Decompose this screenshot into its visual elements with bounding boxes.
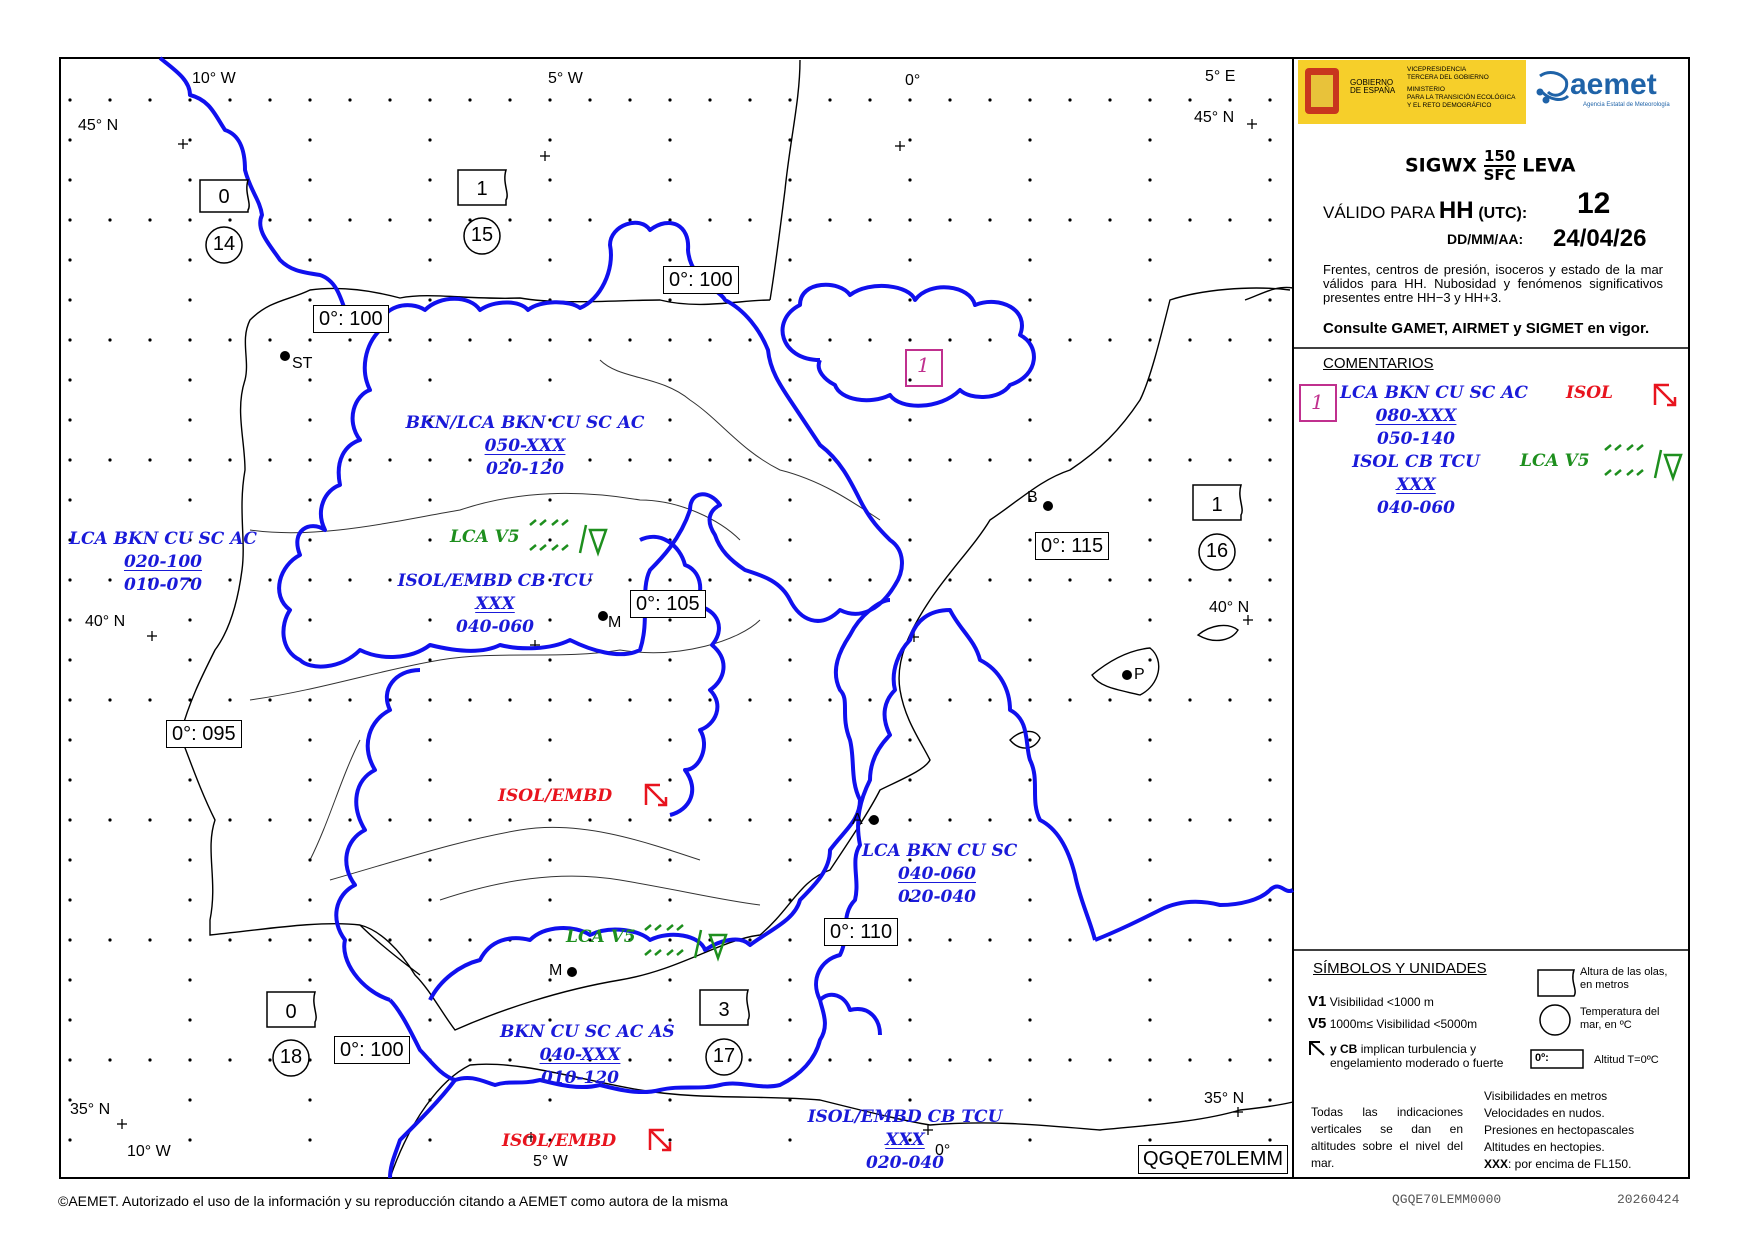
lat-35n-right: 35° N xyxy=(1204,1090,1245,1107)
red-isol-embd-center: ISOL/EMBD xyxy=(498,786,613,806)
graticule xyxy=(68,98,1271,1141)
cloud-label-north-cb: ISOL/EMBD CB TCU XXX 040-060 xyxy=(397,571,593,637)
lat-45n-left: 45° N xyxy=(78,117,119,134)
valid-line: VÁLIDO PARA HH (UTC): xyxy=(1323,197,1528,224)
visibility-symbols xyxy=(530,445,1681,958)
validity-note: Frentes, centros de presión, isoceros y estado de la mar válidos para HH. Nubosidad y fenómenos significativos presentes entre HH−3 y HH+3. xyxy=(1323,262,1663,305)
sea-temp: 15 xyxy=(470,224,494,246)
wave-height: 3 xyxy=(718,999,730,1021)
comment-isol: ISOL xyxy=(1566,383,1613,403)
date-label: DD/MM/AA: xyxy=(1447,231,1524,247)
lon-0: 0° xyxy=(905,72,921,89)
wave-height: 0 xyxy=(218,186,230,208)
sea-temp: 16 xyxy=(1205,540,1229,562)
city-st: ST xyxy=(292,355,313,372)
legend-temp: Temperatura del mar, en ºC xyxy=(1580,1006,1660,1031)
city-m: M xyxy=(608,614,622,631)
freezing-level-box: 0°: 100 xyxy=(663,266,739,294)
cloud-label-south: BKN CU SC AC AS 040-XXX 010-120 xyxy=(500,1022,675,1088)
date-code: 20260424 xyxy=(1617,1192,1680,1207)
sea-temp: 17 xyxy=(712,1045,736,1067)
legend-title: SÍMBOLOS Y UNIDADES xyxy=(1313,960,1487,977)
freezing-level-box: 0°: 100 xyxy=(313,305,389,333)
freezing-level-box: 0°: 115 xyxy=(1035,532,1109,560)
gov-text: GOBIERNO DE ESPAÑA xyxy=(1350,78,1396,95)
legend-units: Visibilidades en metros Velocidades en nudos. Presiones en hectopascales Altitudes en hectopies. XXX: por encima de FL150. xyxy=(1484,1089,1635,1171)
ministry-text: VICEPRESIDENCIA TERCERA DEL GOBIERNO MINISTERIO PARA LA TRANSICIÓN ECOLÓGICA Y EL RETO DEMOGRÁFICO xyxy=(1407,66,1516,109)
sea-temp: 18 xyxy=(279,1046,303,1068)
lat-40n-left: 40° N xyxy=(85,613,126,630)
legend-waves: Altura de las olas, en metros xyxy=(1580,966,1668,991)
city-a: A xyxy=(852,811,863,828)
turbulence-symbols xyxy=(646,385,1675,1150)
date-value: 24/04/26 xyxy=(1553,225,1647,252)
wave-height: 0 xyxy=(285,1001,297,1023)
consult-note: Consulte GAMET, AIRMET y SIGMET en vigor. xyxy=(1323,320,1650,337)
cloud-label-west: LCA BKN CU SC AC 020-100 010-070 xyxy=(69,529,257,595)
green-lca-v5-south: LCA V5 xyxy=(566,927,636,947)
valid-hour: 12 xyxy=(1577,187,1611,220)
comments-title: COMENTARIOS xyxy=(1323,355,1434,372)
cloud-label-north: BKN/LCA BKN CU SC AC 050-XXX 020-120 xyxy=(405,413,645,479)
wave-height: 1 xyxy=(1211,494,1223,516)
lat-40n-right: 40° N xyxy=(1209,599,1250,616)
cloud-label-east: LCA BKN CU SC 040-060 020-040 xyxy=(862,841,1018,907)
legend-v5: V5 1000m≤ Visibilidad <5000m xyxy=(1308,1015,1478,1032)
lon-5e: 5° E xyxy=(1205,68,1236,85)
legend-frz-text: Altitud T=0ºC xyxy=(1594,1054,1659,1066)
copyright: ©AEMET. Autorizado el uso de la información y su reproducción citando a AEMET como autora de la misma xyxy=(58,1193,728,1209)
comment-area-id: 1 xyxy=(1311,390,1324,414)
aemet-symbol xyxy=(1538,73,1568,102)
city-p: P xyxy=(1134,666,1145,683)
freezing-level-box: 0°: 105 xyxy=(630,590,706,618)
cloud-label-southeast: ISOL/EMBD CB TCU XXX 020-040 xyxy=(807,1107,1003,1173)
lon-10w-bottom: 10° W xyxy=(127,1143,171,1160)
legend-heights-note: Todas las indicaciones verticales se dan en altitudes sobre el nivel del mar. xyxy=(1311,1105,1463,1170)
freezing-level-box: 0°: 095 xyxy=(166,720,242,748)
legend-cb: y CB implican turbulencia y engelamiento moderado o fuerte xyxy=(1330,1042,1504,1070)
city-m2: M xyxy=(549,962,563,979)
lon-0-bottom: 0° xyxy=(935,1142,951,1159)
comment-cloud-block: LCA BKN CU SC AC 080-XXX 050-140 ISOL CB TCU XXX 040-060 xyxy=(1340,383,1528,518)
legend-v1: V1 Visibilidad <1000 m xyxy=(1308,993,1434,1010)
sea-temp: 14 xyxy=(212,233,236,255)
aemet-subtitle: Agencia Estatal de Meteorología xyxy=(1583,102,1670,108)
freezing-level-box: 0°: 110 xyxy=(824,918,898,946)
lat-45n-right: 45° N xyxy=(1194,109,1235,126)
coat-of-arms xyxy=(1305,68,1339,114)
comment-lca-v5: LCA V5 xyxy=(1520,451,1590,471)
lat-35n-left: 35° N xyxy=(70,1101,111,1118)
freezing-level-box: 0°: 100 xyxy=(334,1036,410,1064)
wave-height: 1 xyxy=(476,178,488,200)
green-lca-v5-north: LCA V5 xyxy=(450,527,520,547)
chart-code: QGQE70LEMM xyxy=(1138,1145,1288,1174)
area-id-marker: 1 xyxy=(917,353,930,377)
legend-frz-box: 0º: xyxy=(1535,1052,1549,1064)
lon-5w-bottom: 5° W xyxy=(533,1153,568,1170)
product-title: SIGWX 150 SFC LEVA xyxy=(1405,147,1576,184)
file-code: QGQE70LEMM0000 xyxy=(1392,1192,1502,1207)
lon-5w: 5° W xyxy=(548,70,583,87)
red-isol-embd-south: ISOL/EMBD xyxy=(502,1131,617,1151)
aemet-logo: aemet xyxy=(1570,68,1657,101)
city-b: B xyxy=(1027,489,1038,506)
lon-10w: 10° W xyxy=(192,70,236,87)
